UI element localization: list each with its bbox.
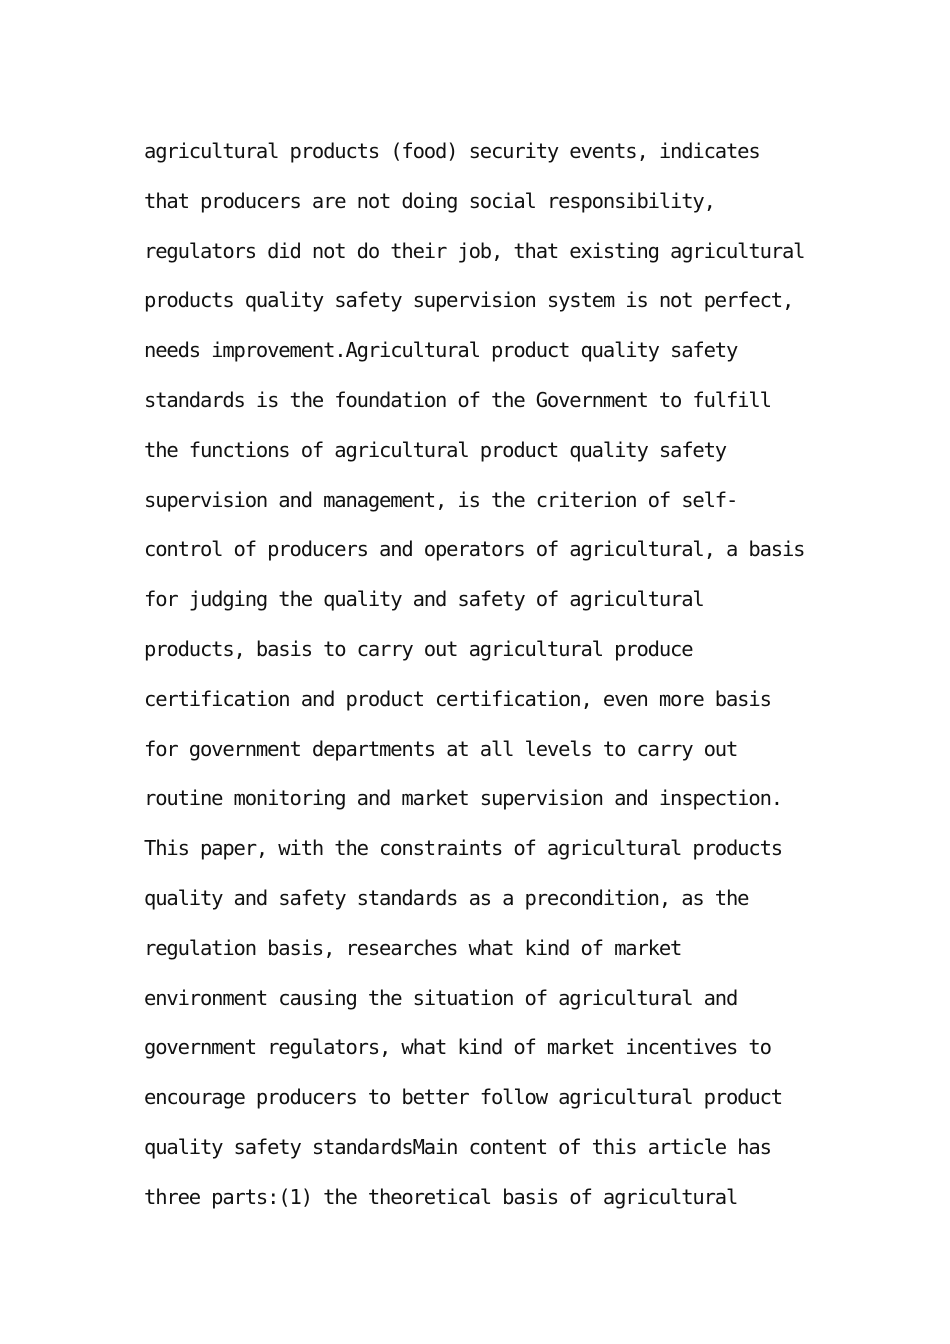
text-line: needs improvement.Agricultural product quality safety <box>144 338 738 363</box>
text-line: regulators did not do their job, that existing agricultural <box>144 238 805 263</box>
text-line: routine monitoring and market supervision and inspection. <box>144 786 782 811</box>
text-line: that producers are not doing social responsibility, <box>144 188 715 213</box>
text-line: agricultural products (food) security events, indicates <box>144 139 760 163</box>
text-line: quality safety standardsMain content of this article has <box>144 1134 771 1159</box>
text-line: supervision and management, is the criterion of self- <box>144 487 738 512</box>
text-line: standards is the foundation of the Government to fulfill <box>144 387 771 412</box>
text-line: environment causing the situation of agricultural and <box>144 985 738 1010</box>
text-line: the functions of agricultural product quality safety <box>144 437 726 462</box>
text-line: products quality safety supervision system is not perfect, <box>144 288 794 313</box>
body-text <box>144 127 824 1223</box>
text-line: for government departments at all levels to carry out <box>144 736 738 761</box>
text-line: for judging the quality and safety of agricultural <box>144 587 704 612</box>
text-line: quality and safety standards as a precondition, as the <box>144 885 749 910</box>
text-line: government regulators, what kind of market incentives to <box>144 1035 771 1060</box>
text-line: certification and product certification, even more basis <box>144 686 771 711</box>
text-line: three parts:(1) the theoretical basis of agricultural <box>144 1184 738 1209</box>
text-line: control of producers and operators of agricultural, a basis <box>144 537 805 562</box>
text-line: This paper, with the constraints of agricultural products <box>144 836 782 861</box>
text-line: products, basis to carry out agricultural produce <box>144 636 693 661</box>
text-line: encourage producers to better follow agricultural product <box>144 1085 782 1110</box>
text-line: regulation basis, researches what kind of market <box>144 935 682 960</box>
